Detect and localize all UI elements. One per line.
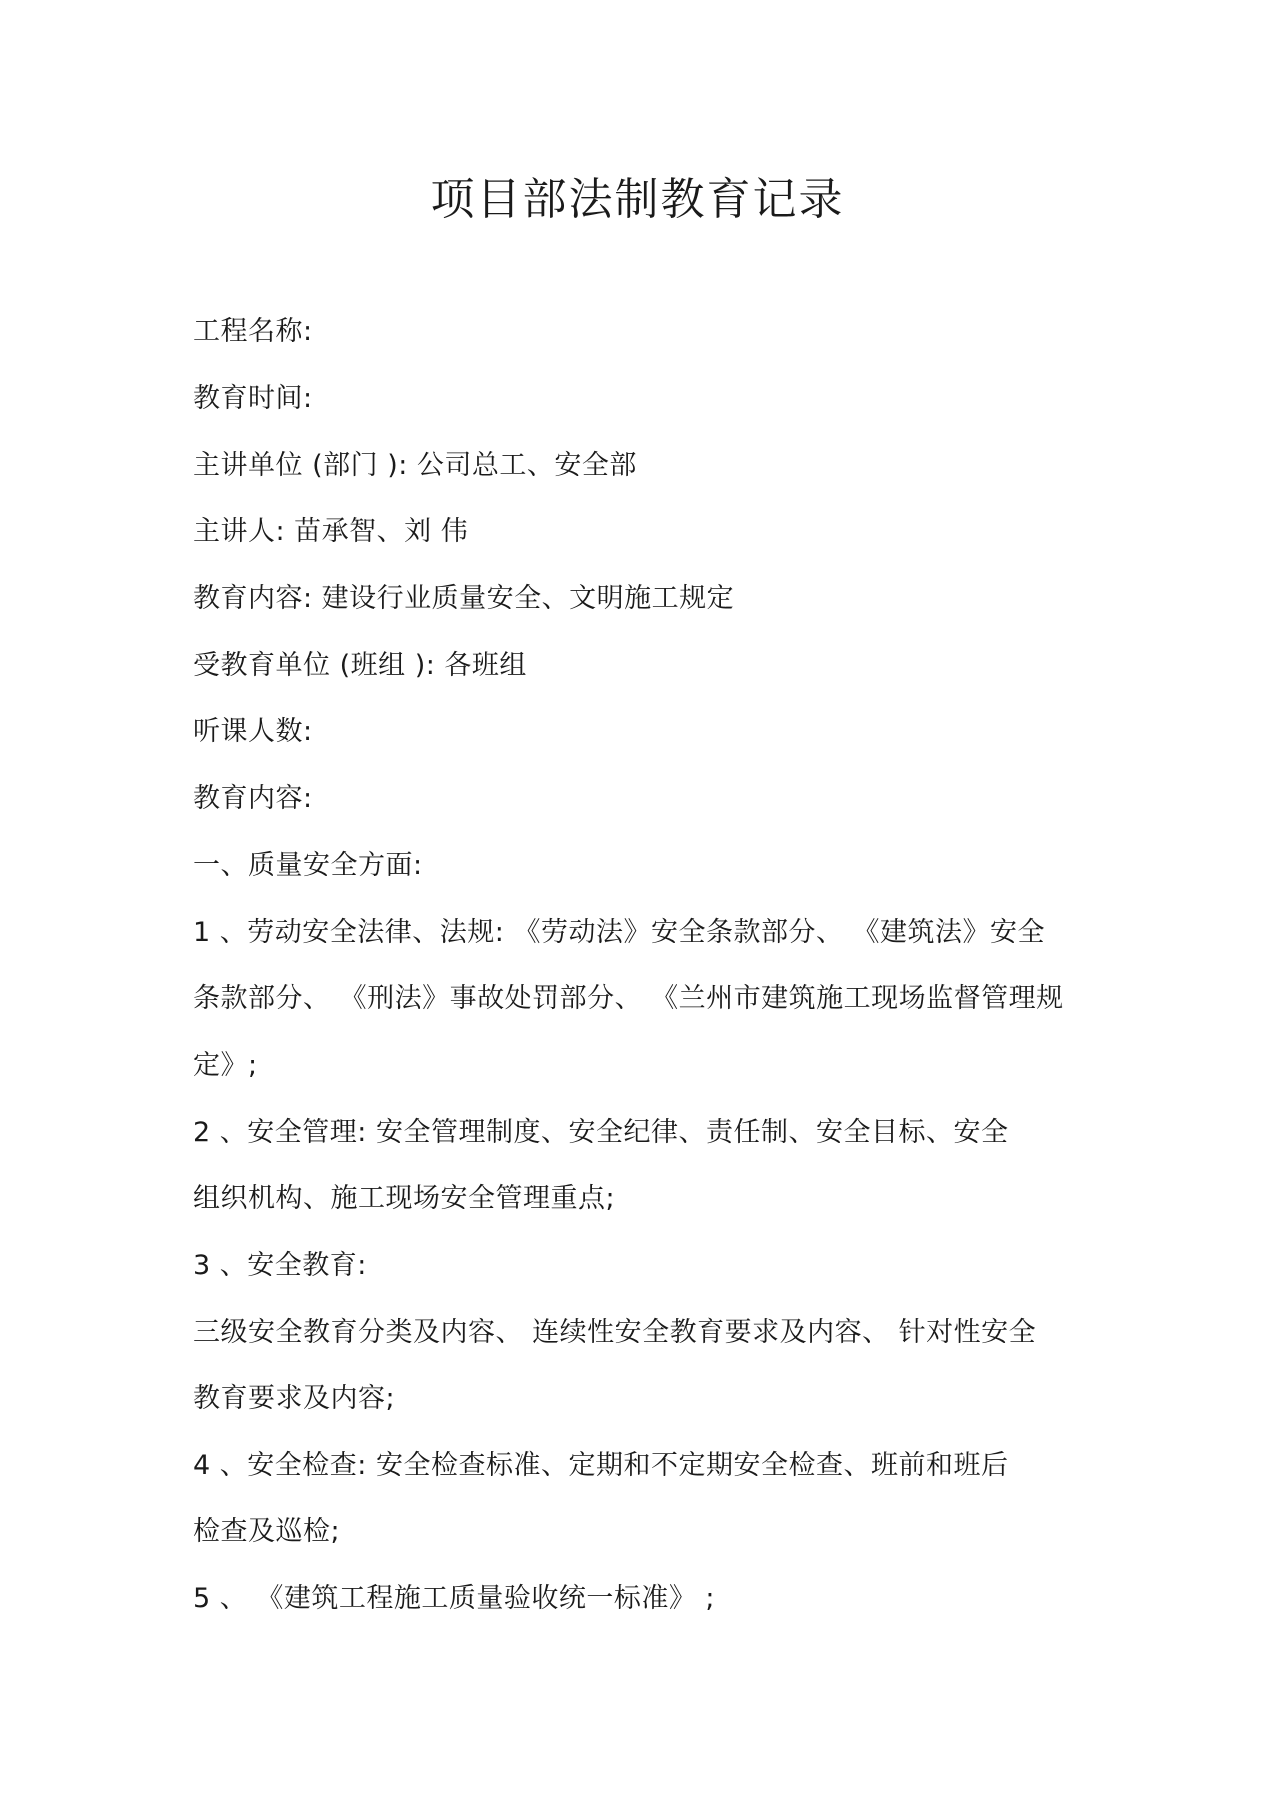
section-heading-quality-safety: 一、质量安全方面: — [193, 850, 423, 881]
item4-line1: 4 、安全检查: 安全检查标准、定期和不定期安全检查、班前和班后 — [193, 1450, 1009, 1481]
item3-line1: 3 、安全教育: — [193, 1250, 367, 1281]
field-project-name: 工程名称: — [193, 316, 313, 347]
field-education-content-summary: 教育内容: 建设行业质量安全、文明施工规定 — [193, 583, 735, 614]
item2-line1: 2 、安全管理: 安全管理制度、安全纪律、责任制、安全目标、安全 — [193, 1117, 1009, 1148]
item4-line2: 检查及巡检; — [193, 1516, 341, 1547]
field-education-content: 教育内容: — [193, 783, 313, 814]
document-title: 项目部法制教育记录 — [430, 174, 845, 225]
field-attendee-count: 听课人数: — [193, 716, 313, 747]
item2-line2: 组织机构、施工现场安全管理重点; — [193, 1183, 616, 1214]
item3-line2: 三级安全教育分类及内容、 连续性安全教育要求及内容、 针对性安全 — [193, 1317, 1037, 1348]
item3-line3: 教育要求及内容; — [193, 1383, 396, 1414]
item5-line1: 5 、 《建筑工程施工质量验收统一标准》 ; — [193, 1583, 716, 1614]
field-trained-unit: 受教育单位 (班组 ): 各班组 — [193, 650, 527, 681]
field-lecture-unit: 主讲单位 (部门 ): 公司总工、安全部 — [193, 450, 637, 481]
item1-line3: 定》; — [193, 1050, 258, 1081]
item1-line2: 条款部分、 《刑法》事故处罚部分、 《兰州市建筑施工现场监督管理规 — [193, 983, 1064, 1014]
item1-line1: 1 、劳动安全法律、法规: 《劳动法》安全条款部分、 《建筑法》安全 — [193, 917, 1046, 948]
field-education-time: 教育时间: — [193, 383, 313, 414]
field-lecturer: 主讲人: 苗承智、刘 伟 — [193, 516, 469, 547]
